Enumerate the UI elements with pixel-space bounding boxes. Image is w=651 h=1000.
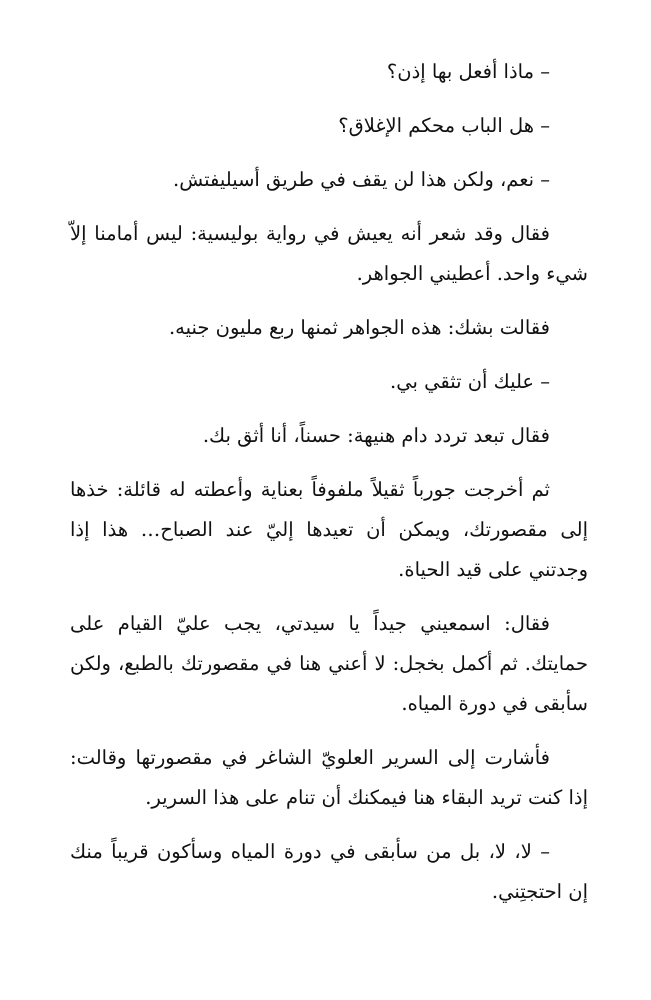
paragraph-2: – هل الباب محكم الإغلاق؟ [338, 114, 550, 137]
paragraph-11: – لا، لا، بل من سأبقى في دورة المياه وسأكون قريباً منك إن احتجتِني. [70, 840, 588, 903]
paragraph-1: – ماذا أفعل بها إذن؟ [386, 60, 550, 83]
paragraph-10: فأشارت إلى السرير العلويّ الشاغر في مقصورتها وقالت: إذا كنت تريد البقاء هنا فيمكنك أن تنام على هذا السرير. [70, 746, 588, 809]
paragraph-4: فقال وقد شعر أنه يعيش في رواية بوليسية: ليس أمامنا إلاّ شيء واحد. أعطيني الجواهر. [70, 222, 588, 285]
paragraph-5: فقالت بشك: هذه الجواهر ثمنها ربع مليون جنيه. [168, 316, 550, 339]
paragraph-8: ثم أخرجت جورباً ثقيلاً ملفوفاً بعناية وأعطته له قائلة: خذها إلى مقصورتك، ويمكن أن تعيدها إليّ عند الصباح… هذا إذا وجدتني على قيد الحياة. [70, 478, 588, 581]
document-page [70, 52, 588, 926]
paragraph-6: – عليك أن تثقي بي. [390, 370, 550, 393]
paragraph-7: فقال تبعد تردد دام هنيهة: حسناً، أنا أثق بك. [202, 424, 550, 447]
paragraph-9: فقال: اسمعيني جيداً يا سيدتي، يجب عليّ القيام على حمايتك. ثم أكمل بخجل: لا أعني هنا في مقصورتك بالطبع، ولكن سأبقى في دورة المياه. [70, 612, 588, 715]
paragraph-3: – نعم، ولكن هذا لن يقف في طريق أسيليفتش. [173, 168, 550, 191]
